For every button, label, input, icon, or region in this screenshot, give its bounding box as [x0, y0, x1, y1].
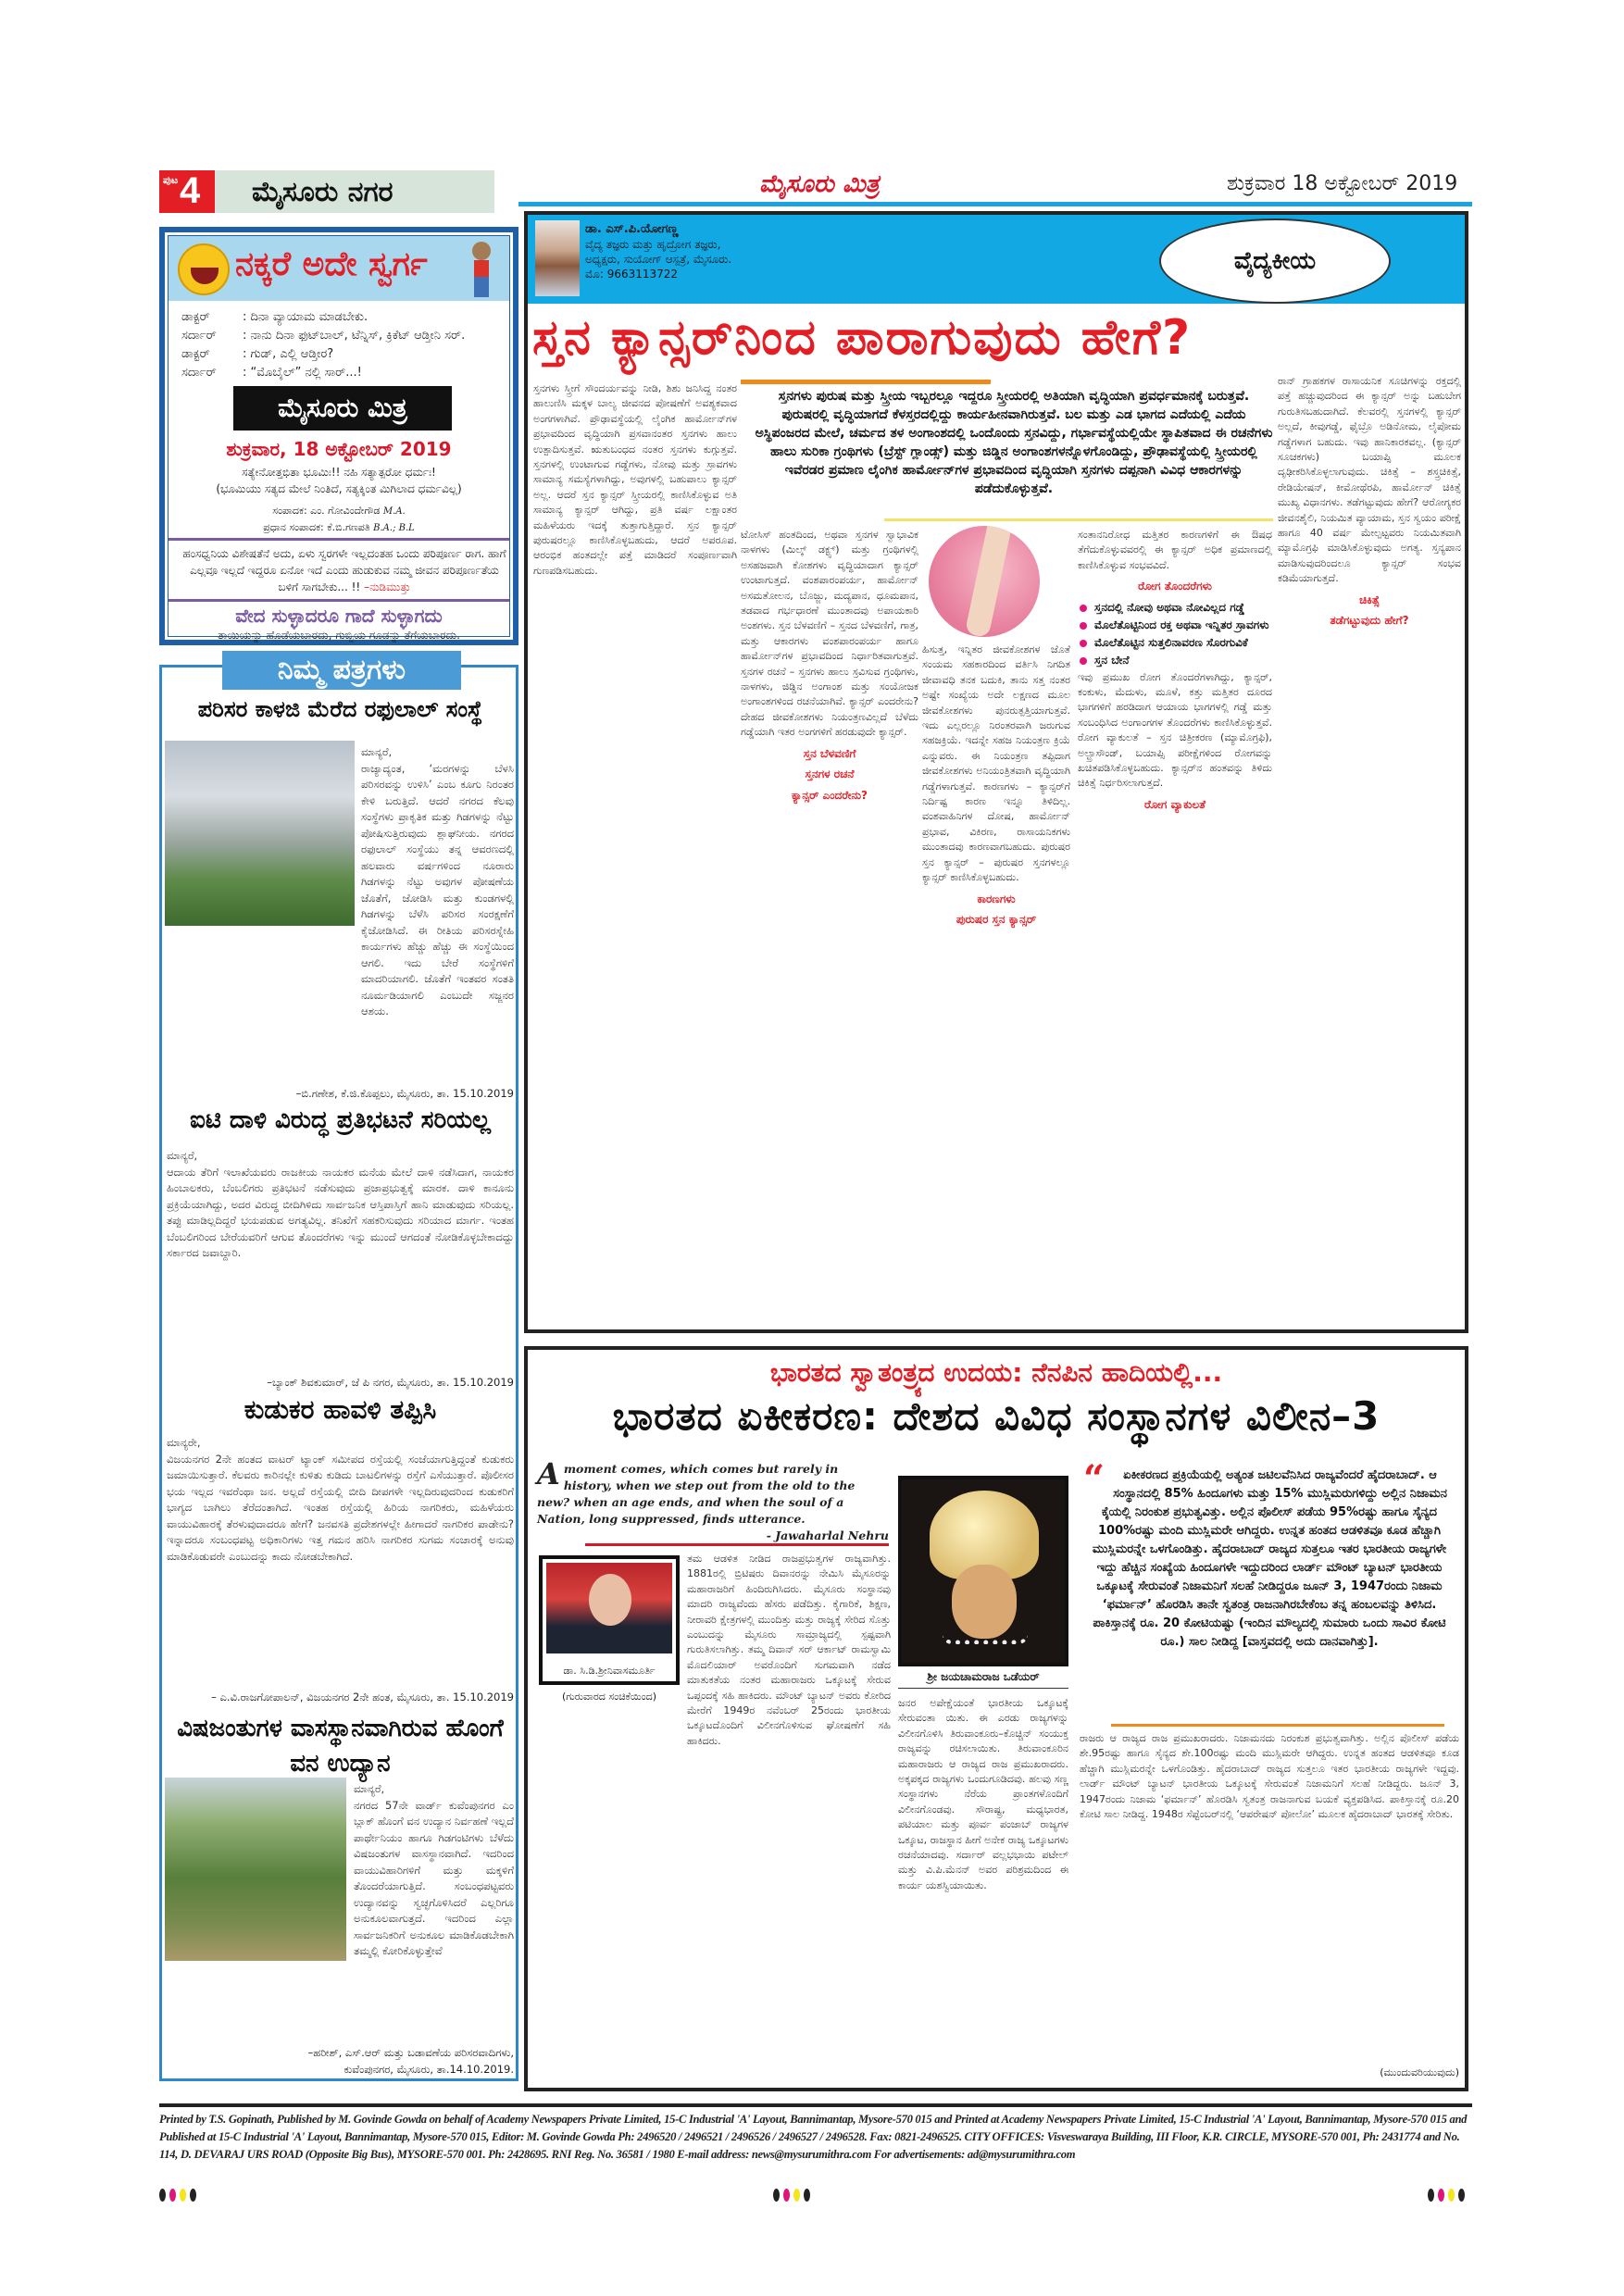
body-text: ಆದಾಯ ತೆರಿಗೆ ಇಲಾಖೆಯವರು ರಾಜಕೀಯ ನಾಯಕರ ಮನೆಯ ಮೇಲೆ ದಾಳಿ ನಡೆಸಿದಾಗ, ನಾಯಕರ ಹಿಂಬಾಲಕರು, ಬೆಂಬಲಿಗರು ಪ್ರತಿಭಟನೆ ನಡೆಸುವುದು ಪ್ರಜಾಪ್ರಭುತ್ವಕ್ಕೆ ಮಾರಕ. ದಾಳಿ ಕಾನೂನು ಪ್ರಕ್ರಿಯೆಯಾಗಿದ್ದು, ಅದರ ವಿರುದ್ಧ ಬೀದಿಗಿಳಿದು ಸಾರ್ವಜನಿಕ ಆಸ್ತಿಪಾಸ್ತಿಗೆ ಹಾನಿ ಮಾಡುವುದು ಸರಿಯಲ್ಲ. ತಪ್ಪು ಮಾಡಿಲ್ಲದಿದ್ದರೆ ಭಯಪಡುವ ಅಗತ್ಯವಿಲ್ಲ. ತನಿಖೆಗೆ ಸಹಕರಿಸುವುದು ಸರಿಯಾದ ಮಾರ್ಗ. ಇಂತಹ ಬೆಂಬಲಿಗರಿಂದ ಬೇರೆಯವರಿಗೆ ಆಗುವ ತೊಂದರೆಗಳು ಇನ್ನು ಮುಂದೆ ಆಗದಂತೆ ನೋಡಿಕೊಳ್ಳಬೇಕಾದದ್ದು ಸರ್ಕಾರದ ಜವಾಬ್ದಾರಿ.	[167, 1165, 514, 1259]
history-column-a	[687, 1552, 891, 2084]
drop-cap: A	[537, 1456, 560, 1491]
page-number: 4	[180, 170, 201, 211]
dancing-man-icon	[463, 242, 500, 297]
section-badge: ವೈದ್ಯಕೀಯ	[1159, 218, 1391, 304]
reg-dot	[190, 2189, 196, 2202]
letter-signature-place: ಕುವೆಂಪುನಗರ, ಮೈಸೂರು, ತಾ.14.10.2019.	[344, 2063, 514, 2076]
symptom-item: ಸ್ತನದಲ್ಲಿ ನೋವು ಅಥವಾ ನೋವಿಲ್ಲದ ಗಡ್ಡೆ	[1078, 600, 1272, 616]
reg-dot	[180, 2189, 186, 2202]
column-text: ಟೋಸಿಸ್ ಹಂತದಿಂದ, ಅಥವಾ ಸ್ತನಗಳ ಸ್ವಾಭಾವಿಕ ನಾಳಗಳು (ಮಿಲ್ಕ್ ಡಕ್ಟ್ಸ್) ಮತ್ತು ಗ್ರಂಥಿಗಳಲ್ಲಿ ಅಸಹಜವಾಗಿ ಕೋಶಗಳು ವೃದ್ಧಿಯಾದಾಗ ಕ್ಯಾನ್ಸರ್ ಉಂಟಾಗುತ್ತದೆ. ವಂಶಪಾರಂಪರ್ಯ, ಹಾರ್ಮೋನ್ ಅಸಮತೋಲನ, ಬೊಜ್ಜು, ಮದ್ಯಪಾನ, ಧೂಮಪಾನ, ತಡವಾದ ಗರ್ಭಧಾರಣೆ ಮುಂತಾದವು ಅಪಾಯಕಾರಿ ಅಂಶಗಳು. ಸ್ತನ ಬೆಳವಣಿಗೆ – ಸ್ತನದ ಬೆಳವಣಿಗೆ, ಗಾತ್ರ, ಮತ್ತು ಆಕಾರಗಳು ವಂಶಪಾರಂಪರ್ಯ ಹಾಗೂ ಹಾರ್ಮೋನ್‌ಗಳ ಪ್ರಭಾವದಿಂದ ನಿರ್ಧಾರಿತವಾಗುತ್ತವೆ. ಸ್ತನಗಳ ರಚನೆ – ಸ್ತನಗಳು ಹಾಲು ಸ್ರವಿಸುವ ಗ್ರಂಥಿಗಳು, ನಾಳಗಳು, ಜಿಡ್ಡಿನ ಅಂಗಾಂಶ ಮತ್ತು ಸಂಯೋಜಕ ಅಂಗಾಂಶಗಳಿಂದ ರಚನೆಯಾಗಿವೆ. ಕ್ಯಾನ್ಸರ್ ಎಂದರೇನು? ದೇಹದ ಜೀವಕೋಶಗಳು ನಿಯಂತ್ರಣವಿಲ್ಲದೆ ಬೆಳೆದು ಗಡ್ಡೆಯಾಗಿ ಇತರ ಅಂಗಗಳಿಗೆ ಹರಡುವುದೇ ಕ್ಯಾನ್ಸರ್.	[741, 529, 918, 739]
symptom-item: ಮೊಲೆತೊಟ್ಟಿನ ಸುತ್ತಲಿನಾವರಣ ಸೊರಗುವಿಕೆ	[1078, 635, 1272, 651]
letter-photo-park	[165, 1778, 346, 1961]
logo-date: ಶುಕ್ರವಾರ, 18 ಅಕ್ಟೋಬರ್ 2019	[226, 438, 452, 460]
history-column-c	[1080, 1731, 1459, 2065]
page-number-tag	[159, 170, 215, 213]
salutation: ಮಾನ್ಯರೆ,	[361, 745, 393, 758]
line-text: : ದಿನಾ ವ್ಯಾಯಾಮ ಮಾಡಬೇಕು.	[243, 310, 369, 324]
subhead: ಕಾರಣಗಳು	[977, 892, 1016, 905]
column-text: ಹಿಸುತ್ತ, ಇನ್ನಿತರ ಜೀವಕೋಶಗಳ ಜೊತೆ ಸಂಯಮ ಸಹಕಾರದಿಂದ ವರ್ತಿಸಿ ನಿಗದಿತ ಜೀವಾವಧಿ ತನಕ ಬದುಕಿ, ತಾನು ಸತ್ತ ನಂತರ ಅಷ್ಟೇ ಸಂಖ್ಯೆಯ ಅದೇ ಲಕ್ಷಣದ ಮೂಲ ಜೀವಕೋಶಗಳು ಪುನರುತ್ಪತ್ತಿಯಾಗುತ್ತವೆ. ಇದು ಎಲ್ಲರಲ್ಲೂ ನಿರಂತರವಾಗಿ ಜರುಗುವ ಸಹಜಕ್ರಿಯೆ. ಇದನ್ನೇ ಸಹಜ ನಿಯಂತ್ರಣ ಕ್ರಿಯೆ ಎನ್ನುವರು. ಈ ನಿಯಂತ್ರಣ ತಪ್ಪಿದಾಗ ಜೀವಕೋಶಗಳು ಅನಿಯಂತ್ರಿತವಾಗಿ ವೃದ್ಧಿಯಾಗಿ ಗಡ್ಡೆಗಳಾಗುತ್ತವೆ. ಕಾರಣಗಳು – ಕ್ಯಾನ್ಸರ್‌ಗೆ ನಿರ್ದಿಷ್ಟ ಕಾರಣ ಇನ್ನೂ ತಿಳಿದಿಲ್ಲ. ವಂಶವಾಹಿನಿಗಳ ದೋಷ, ಹಾರ್ಮೋನ್ ಪ್ರಭಾವ, ವಿಕಿರಣ, ರಾಸಾಯನಿಕಗಳು ಮುಂತಾದವು ಕಾರಣವಾಗಬಹುದು. ಪುರುಷರ ಸ್ತನ ಕ್ಯಾನ್ಸರ್ – ಪುರುಷರ ಸ್ತನಗಳಲ್ಲೂ ಕ್ಯಾನ್ಸರ್ ಕಾಣಿಸಿಕೊಳ್ಳಬಹುದು.	[922, 643, 1070, 884]
letter-photo-building	[165, 741, 355, 926]
symptoms-title: ರೋಗ ತೊಂದರೆಗಳು	[1138, 580, 1212, 593]
chief-editor-name: ಪ್ರಧಾನ ಸಂಪಾದಕ: ಕೆ.ಬಿ.ಗಣಪತಿ	[263, 521, 370, 533]
line-text: : ನಾನು ದಿನಾ ಫುಟ್‌ಬಾಲ್, ಟೆನ್ನಿಸ್, ಕ್ರಿಕೆಟ್ ಆಡ್ತೀನಿ ಸರ್.	[243, 329, 466, 343]
letter-signature: –ಬಿ.ಗಣೇಶ, ಕೆ.ಜಿ.ಕೊಪ್ಪಲು, ಮೈಸೂರು, ತಾ. 15.10.2019	[295, 1087, 514, 1100]
letter-body	[361, 744, 514, 1017]
reg-dot	[1438, 2189, 1444, 2202]
symptom-item: ಸ್ತನ ಬೇನೆ	[1078, 653, 1272, 668]
divider	[169, 538, 509, 541]
quote-of-day	[180, 545, 509, 595]
reg-dot	[773, 2189, 780, 2202]
registration-marks	[773, 2189, 810, 2202]
section-title: ಮೈಸೂರು ನಗರ	[252, 176, 394, 208]
laughing-smiley-icon	[178, 243, 230, 295]
quote-mark-icon: “	[1083, 1457, 1106, 1501]
column-text: ಸ್ತನಗಳು ಸ್ತ್ರೀಗೆ ಸೌಂದರ್ಯವನ್ನು ನೀಡಿ, ಶಿಶು ಜನಿಸಿದ್ದ ನಂತರ ಹಾಲುಣಿಸಿ ಮಕ್ಕಳ ಬಾಲ್ಯ ಜೀವನದ ಪೋಷಣೆಗೆ ಅವಶ್ಯಕವಾದ ಅಂಗಗಳಾಗಿವೆ. ಪ್ರೌಢಾವಸ್ಥೆಯಲ್ಲಿ ಲೈಂಗಿಕ ಹಾರ್ಮೋನ್‌ಗಳ ಪ್ರಭಾವದಿಂದ ವೃದ್ಧಿಯಾಗಿ ಪ್ರಸವಾನಂತರ ಸ್ತನಗಳು ಹಾಲು ಉತ್ಪಾದಿಸುತ್ತವೆ. ಋತುಬಂಧದ ನಂತರ ಸ್ತನಗಳು ಕುಗ್ಗುತ್ತವೆ. ಸ್ತನಗಳಲ್ಲಿ ಉಂಟಾಗುವ ಗಡ್ಡೆಗಳು, ನೋವು ಮತ್ತು ಸ್ರಾವಗಳು ಸಾಮಾನ್ಯ ಸಮಸ್ಯೆಗಳಾಗಿದ್ದು, ಅವುಗಳಲ್ಲಿ ಬಹುಪಾಲು ಕ್ಯಾನ್ಸರ್ ಅಲ್ಲ. ಆದರೆ ಸ್ತನ ಕ್ಯಾನ್ಸರ್ ಸ್ತ್ರೀಯರಲ್ಲಿ ಕಾಣಿಸಿಕೊಳ್ಳುವ ಅತಿ ಸಾಮಾನ್ಯ ಕ್ಯಾನ್ಸರ್ ಆಗಿದ್ದು, ಪ್ರತಿ ವರ್ಷ ಲಕ್ಷಾಂತರ ಮಹಿಳೆಯರು ಇದಕ್ಕೆ ತುತ್ತಾಗುತ್ತಿದ್ದಾರೆ. ಸ್ತನ ಕ್ಯಾನ್ಸರ್ ಪುರುಷರಲ್ಲೂ ಕಾಣಿಸಿಕೊಳ್ಳಬಹುದು, ಆದರೆ ಅಪರೂಪ. ಆರಂಭಿಕ ಹಂತದಲ್ಲೇ ಪತ್ತೆ ಮಾಡಿದರೆ ಸಂಪೂರ್ಣವಾಗಿ ಗುಣಪಡಿಸಬಹುದು.	[533, 382, 737, 577]
author-byline	[585, 222, 731, 281]
editor-credit	[169, 505, 509, 518]
author-photo	[535, 220, 580, 296]
subhead: ಸ್ತನಗಳ ರಚನೆ	[805, 767, 855, 781]
humour-box	[159, 227, 518, 645]
divider	[169, 599, 509, 602]
column-text: ಜನರ ಅಪೇಕ್ಷೆಯಂತೆ ಭಾರತೀಯ ಒಕ್ಕೂಟಕ್ಕೆ ಸೇರುವಂತಾ ಯಿತು. ಈ ಎರಡು ರಾಜ್ಯಗಳನ್ನು ವಿಲೀನಗೊಳಿಸಿ ತಿರುವಾಂಕೂರು–ಕೊಚ್ಚಿನ್ ಸಂಯುಕ್ತ ರಾಜ್ಯವನ್ನು ರಚಿಸಲಾಯಿತು. ತಿರುವಾಂಕೂರಿನ ಮಹಾರಾಜರು ಆ ರಾಜ್ಯದ ರಾಜ ಪ್ರಮುಖರಾದರು. ಅಕ್ಕಪಕ್ಕದ ರಾಜ್ಯಗಳು ಒಂದುಗೂಡಿದವು. ಹಲವು ಸಣ್ಣ ಸಂಸ್ಥಾನಗಳು ನೆರೆಯ ಪ್ರಾಂತಗಳೊಂದಿಗೆ ವಿಲೀನಗೊಂಡವು. ಸೌರಾಷ್ಟ್ರ, ಮಧ್ಯಭಾರತ, ಪಟಿಯಾಲ ಮತ್ತು ಪೂರ್ವ ಪಂಜಾಬ್ ರಾಜ್ಯಗಳ ಒಕ್ಕೂಟ, ರಾಜಸ್ಥಾನ ಹೀಗೆ ಅನೇಕ ರಾಜ್ಯ ಒಕ್ಕೂಟಗಳು ರಚನೆಯಾದವು. ಸರ್ದಾರ್ ವಲ್ಲಭಭಾಯಿ ಪಟೇಲ್ ಮತ್ತು ವಿ.ಪಿ.ಮೆನನ್ ಅವರ ಪರಿಶ್ರಮದಿಂದ ಈ ಕಾರ್ಯ ಯಶಸ್ವಿಯಾಯಿತು.	[898, 1697, 1068, 1891]
continued-note: (ಮುಂದುವರಿಯುವುದು)	[1380, 2066, 1459, 2078]
quote-author: –ನುಡಿಮುತ್ತು	[364, 580, 411, 593]
section-header	[215, 170, 494, 213]
quote-body: ಹಂಸಧ್ವನಿಯ ವಿಶೇಷತೆನೆ ಅದು, ಏಳು ಸ್ವರಗಳೇ ಇಲ್ಲದಂತಹ ಒಂದು ಪರಿಪೂರ್ಣ ರಾಗ. ಹಾಗೆ ಎಲ್ಲವೂ ಇಲ್ಲದೆ ಇದ್ದರೂ ಏನೋ ಇದೆ ಎಂದು ಹುಡುಕುವ ನಮ್ಮ ಜೀವನ ಪರಿಪೂರ್ಣತೆಯ ಬಳಿಗೆ ಸಾಗಬೇಕು... !!	[182, 547, 506, 593]
continued-from: (ಗುರುವಾರದ ಸಂಚಿಕೆಯಿಂದ)	[561, 1691, 656, 1703]
medical-column-1	[533, 381, 737, 1326]
letters-section-title: ನಿಮ್ಮ ಪತ್ರಗಳು	[222, 651, 461, 690]
medical-column-2	[741, 528, 918, 1326]
chief-editor-credit	[169, 521, 509, 534]
king-portrait	[898, 1476, 1068, 1666]
registration-marks	[159, 2189, 196, 2202]
footer-rule	[159, 2103, 1472, 2107]
body-text: ವಿಜಯನಗರ 2ನೇ ಹಂತದ ವಾಟರ್ ಟ್ಯಾಂಕ್ ಸಮೀಪದ ರಸ್ತೆಯಲ್ಲಿ ಸಂಜೆಯಾಗುತ್ತಿದ್ದಂತೆ ಕುಡುಕರು ಜಮಾಯಿಸುತ್ತಾರೆ. ಕೆಲವರು ಕಾರಿನಲ್ಲೇ ಕುಳಿತು ಕುಡಿದು ಬಾಟಲಿಗಳನ್ನು ರಸ್ತೆಗೆ ಎಸೆಯುತ್ತಾರೆ. ಪೊಲೀಸರ ಭಯ ಇಲ್ಲದ ಇವರೆಂಥಾ ಜನ. ಅಲ್ಲದೆ ರಸ್ತೆಯಲ್ಲಿ ಬೀದಿ ದೀಪಗಳೇ ಇಲ್ಲದಿರುವುದರಿಂದ ಕುಡುಕರಿಗೆ ಭಾಗ್ಯದ ಬಾಗಿಲು ತೆರೆದಂತಾಗಿದೆ. ಇಂತಹ ರಸ್ತೆಯಲ್ಲಿ ಹಿರಿಯ ನಾಗರಿಕರು, ಮಹಿಳೆಯರು ವಾಯುವಿಹಾರಕ್ಕೆ ತೆರಳುವುದಾದರೂ ಹೇಗೆ? ಜನವಸತಿ ಪ್ರದೇಶಗಳಲ್ಲೇ ಹೀಗಾದರೆ ನಾಗರಿಕರ ಪಾಡೇನು? ಇನ್ನಾದರೂ ಸಂಬಂಧಪಟ್ಟ ಅಧಿಕಾರಿಗಳು ಇತ್ತ ಗಮನ ಹರಿಸಿ ನಾಗರಿಕರ ಸುಗಮ ಸಂಚಾರಕ್ಕೆ ಅನುವು ಮಾಡಿಕೊಡುವರೇ ಎಂಬುದನ್ನು ಕಾದು ನೋಡಬೇಕಾಗಿದೆ.	[167, 1452, 514, 1563]
quote-text: moment comes, which comes but rarely in history, when we step out from the old to the new? when an age ends, and when the soul of a Nation, long suppressed, finds utterance.	[537, 1462, 856, 1526]
reg-dot	[159, 2189, 166, 2202]
accent-rule	[1111, 1724, 1444, 1727]
symptom-item: ಮೊಲೆತೊಟ್ಟಿನಿಂದ ರಕ್ತ ಅಥವಾ ಇನ್ನಿತರ ಸ್ರಾವಗಳು	[1078, 618, 1272, 633]
reg-dot	[804, 2189, 810, 2202]
hyderabad-pullquote	[1083, 1457, 1455, 1652]
column-text: ಇವು ಪ್ರಮುಖ ರೋಗ ತೊಂದರೆಗಳಾಗಿದ್ದು, ಕ್ಯಾನ್ಸರ್, ಕಂಕುಳು, ಮೆದುಳು, ಮೂಳೆ, ಕತ್ತು ಮತ್ತಿತರ ದೂರದ ಭಾಗಗಳಿಗೆ ಹರಡಿದಾಗ ಆಯಾಯ ಭಾಗಗಳಲ್ಲಿ ಗಡ್ಡೆ ಮತ್ತು ಸಂಬಂಧಿಸಿದ ಅಂಗಾಂಗಗಳ ತೊಂದರೆಗಳು ಕಾಣಿಸಿಕೊಳ್ಳುತ್ತವೆ. ರೋಗ ವ್ಯಾಕುಲತೆ – ಸ್ತನ ಚಿತ್ರೀಕರಣ (ಮ್ಯಾಮೊಗ್ರಫಿ), ಅಲ್ಟ್ರಾಸೌಂಡ್, ಬಯಾಪ್ಸಿ ಪರೀಕ್ಷೆಗಳಿಂದ ರೋಗವನ್ನು ಖಚಿತಪಡಿಸಿಕೊಳ್ಳಬಹುದು. ಕ್ಯಾನ್ಸರ್‌ನ ಹಂತವನ್ನು ತಿಳಿದು ಚಿಕಿತ್ಸೆ ನಿರ್ಧರಿಸಲಾಗುತ್ತದೆ.	[1078, 670, 1272, 790]
column-text: ರಾನ್ ಗ್ರಾಹಕಗಳ ರಾಸಾಯನಿಕ ಸೂಚಿಗಳನ್ನು ರಕ್ತದಲ್ಲಿ ಪತ್ತೆ ಹಚ್ಚುವುದರಿಂದ ಈ ಕ್ಯಾನ್ಸರ್ ಅನ್ನು ಬಹುಬೇಗ ಗುರುತಿಸಬಹುದಾಗಿದೆ. ಕೆಲವರಲ್ಲಿ ಸ್ತನಗಳಲ್ಲಿ ಕ್ಯಾನ್ಸರ್ ಅಲ್ಲದೆ, ಕೀವುಗಡ್ಡೆ, ಫೈಬ್ರೊ ಅಡಿನೋಮ, ಲೈಪೋಮ ಗಡ್ಡೆಗಳಾಗ ಬಹುದು. ಇವು ಹಾನಿಕಾರಕವಲ್ಲ. (ಕ್ಯಾನ್ಸರ್ ಸೂಚಕಗಳು) ಬಯಾಪ್ಸಿ ಮೂಲಕ ದೃಢೀಕರಿಸಿಕೊಳ್ಳಲಾಗುವುದು. ಚಿಕಿತ್ಸೆ – ಶಸ್ತ್ರಚಿಕಿತ್ಸೆ, ರೇಡಿಯೇಷನ್, ಕೀಮೋಥೆರಪಿ, ಹಾರ್ಮೋನ್ ಚಿಕಿತ್ಸೆ ಮುಖ್ಯ ವಿಧಾನಗಳು. ತಡೆಗಟ್ಟುವುದು ಹೇಗೆ? ಆರೋಗ್ಯಕರ ಜೀವನಶೈಲಿ, ನಿಯಮಿತ ವ್ಯಾಯಾಮ, ಸ್ತನ ಸ್ವಯಂ ಪರೀಕ್ಷೆ ಹಾಗೂ 40 ವರ್ಷ ಮೇಲ್ಪಟ್ಟವರು ನಿಯಮಿತವಾಗಿ ಮ್ಯಾಮೊಗ್ರಫಿ ಮಾಡಿಸಿಕೊಳ್ಳುವುದು ಅಗತ್ಯ. ಸ್ತನ್ಯಪಾನ ಮಾಡಿಸುವುದರಿಂದಲೂ ಕ್ಯಾನ್ಸರ್ ಸಂಭವ ಕಡಿಮೆಯಾಗುತ್ತದೆ.	[1278, 375, 1461, 585]
body-text: ರಾಜ್ಯಾದ್ಯಂತ, ‘ಮರಗಳನ್ನು ಬೆಳಸಿ ಪರಿಸರವನ್ನು ಉಳಿಸಿ’ ಎಂಬ ಕೂಗು ನಿರಂತರ ಕೇಳಿ ಬರುತ್ತಿದೆ. ಆದರೆ ನಗರದ ಕೆಲವು ಸಂಸ್ಥೆಗಳು ಪ್ರಾಕೃತಿಕ ಮತ್ತು ಗಿಡಗಳನ್ನು ನೆಟ್ಟು ಪೋಷಿಸುತ್ತಿರುವುದು ಶ್ಲಾಘನೀಯ. ನಗರದ ರಫುಲಾಲ್ ಸಂಸ್ಥೆಯು ತನ್ನ ಆವರಣದಲ್ಲಿ ಹಲವಾರು ವರ್ಷಗಳಿಂದ ನೂರಾರು ಗಿಡಗಳನ್ನು ನೆಟ್ಟು ಅವುಗಳ ಪೋಷಣೆಯ ಜೊತೆಗೆ, ಜೋಡಿಸಿ ಮತ್ತು ಕುಂಡಗಳಲ್ಲಿ ಗಿಡಗಳನ್ನು ಬೆಳೆಸಿ ಪರಿಸರ ಸಂರಕ್ಷಣೆಗೆ ಕೈಜೋಡಿಸಿದೆ. ಈ ರೀತಿಯ ಪರಿಸರಸ್ನೇಹಿ ಕಾರ್ಯಗಳು ಹೆಚ್ಚು ಹೆಚ್ಚು ಈ ಸಂಸ್ಥೆಯಿಂದ ಆಗಲಿ. ಇದು ಬೇರೆ ಸಂಸ್ಥೆಗಳಿಗೆ ಮಾದರಿಯಾಗಲಿ. ಜೊತೆಗೆ ಇಂತವರ ಸಂತತಿ ನೂರ್ಮಡಿಯಾಗಲಿ ಎಂಬುದೇ ಸಜ್ಜನರ ಆಶಯ.	[361, 761, 514, 1017]
medical-intro: ಸ್ತನಗಳು ಪುರುಷ ಮತ್ತು ಸ್ತ್ರೀಯ ಇಬ್ಬರಲ್ಲೂ ಇದ್ದರೂ ಸ್ತ್ರೀಯರಲ್ಲಿ ಅತಿಯಾಗಿ ವೃದ್ಧಿಯಾಗಿ ಪ್ರವರ್ಧಮಾನಕ್ಕೆ ಬರುತ್ತವೆ. ಪುರುಷರಲ್ಲಿ ವೃದ್ಧಿಯಾಗದೆ ಕೆಳಸ್ತರದಲ್ಲಿದ್ದು ಕಾರ್ಯಹೀನವಾಗಿರುತ್ತವೆ. ಬಲ ಮತ್ತು ಎಡ ಭಾಗದ ಎದೆಯಲ್ಲಿ ಎದೆಯ ಅಸ್ಥಿಪಂಜರದ ಮೇಲೆ, ಚರ್ಮದ ತಳ ಅಂಗಾಂಶದಲ್ಲಿ ಒಂದೊಂದು ಸ್ತನವಿದ್ದು, ಗರ್ಭಾವಸ್ಥೆಯಲ್ಲಿಯೇ ಸ್ಥಾಪಿತವಾದ ಈ ರಚನೆಗಳು ಹಾಲು ಸುರಿಕಾ ಗ್ರಂಥಿಗಳು (ಬ್ರೆಸ್ಟ್ ಗ್ಲಾಂಡ್ಸ್) ಮತ್ತು ಜಿಡ್ಡಿನ ಅಂಗಾಂಶಗಳನ್ನೊಳಗೊಂಡಿದ್ದು, ಪ್ರೌಢಾವಸ್ಥೆಯಲ್ಲಿ ಸ್ತ್ರೀಯರಲ್ಲಿ ಇವೆರಡರ ಪ್ರಮಾಣ ಲೈಂಗಿಕ ಹಾರ್ಮೋನ್‌ಗಳ ಪ್ರಭಾವದಿಂದ ವೃದ್ಧಿಯಾಗಿ ಸ್ತನಗಳು ದಪ್ಪನಾಗಿ ವಿವಿಧ ಆಕಾರಗಳನ್ನು ಪಡೆದುಕೊಳ್ಳುತ್ತವೆ.	[755, 389, 1273, 496]
proverb-title: ವೇದ ಸುಳ್ಳಾದರೂ ಗಾದೆ ಸುಳ್ಳಾಗದು	[235, 605, 443, 627]
author-photo	[546, 1563, 672, 1653]
subhead: ಚಿಕಿತ್ಸೆ	[1359, 593, 1380, 606]
humour-title: ನಕ್ಕರೆ ಅದೇ ಸ್ವರ್ಗ	[235, 245, 428, 283]
author-title: ವೈದ್ಯ ತಜ್ಞರು ಮತ್ತು ಹೃದ್ರೋಗ ತಜ್ಞರು,	[585, 238, 721, 251]
editor-name: ಸಂಪಾದಕ: ಎಂ. ಗೋವಿಂದೇಗೌಡ	[272, 505, 381, 517]
reg-dot	[1458, 2189, 1465, 2202]
motto-translation: (ಭೂಮಿಯು ಸತ್ಯದ ಮೇಲೆ ನಿಂತಿದೆ, ಸತ್ಯಕ್ಕಿಂತ ಮಿಗಿಲಾದ ಧರ್ಮವಿಲ್ಲ)	[216, 482, 462, 495]
nehru-quote	[537, 1456, 889, 1544]
letter-signature: – ಎ.ವಿ.ರಾಜಗೋಪಾಲನ್, ವಿಜಯನಗರ 2ನೇ ಹಂತ, ಮೈಸೂರು, ತಾ. 15.10.2019	[211, 1691, 514, 1703]
medical-column-5	[1278, 374, 1461, 1326]
registration-marks	[1428, 2189, 1465, 2202]
quote-author: - Jawaharlal Nehru	[766, 1529, 889, 1542]
symptoms-list	[1078, 600, 1272, 668]
author-photo-frame	[539, 1555, 680, 1685]
subhead: ಪುರುಷರ ಸ್ತನ ಕ್ಯಾನ್ಸರ್	[956, 912, 1037, 926]
reg-dot	[1448, 2189, 1455, 2202]
subhead: ಕ್ಯಾನ್ಸರ್ ಎಂದರೇನು?	[791, 788, 868, 802]
letter-body	[167, 1148, 514, 1370]
line-text: : ಗುಡ್, ಎಲ್ಲಿ ಆಡ್ತೀರ?	[243, 347, 334, 361]
joke-line	[181, 345, 465, 364]
reg-dot	[1428, 2189, 1434, 2202]
issue-date: ಶುಕ್ರವಾರ 18 ಅಕ್ಟೋಬರ್ 2019	[1227, 172, 1458, 195]
joke-line	[181, 364, 465, 382]
proverb-text: ತಾಯಿಯನ್ನು ಹೊಡೆಯಬಾರದು, ಗುಬ್ಬಿಯ ಗೂಡನ್ನು ತೆಗೆಯಬಾರದು.	[218, 629, 460, 642]
letter-body-continued	[167, 930, 514, 1087]
paper-name: ಮೈಸೂರು ಮಿತ್ರ	[759, 170, 880, 198]
column-text: ರಾಜರು ಆ ರಾಜ್ಯದ ರಾಜ ಪ್ರಮುಖರಾದರು. ನಿಜಾಮನದು ನಿರಂಕುಶ ಪ್ರಭುತ್ವವಾಗಿತ್ತು. ಅಲ್ಲಿನ ಪೊಲೀಸ್ ಪಡೆಯ ಶೇ.95ರಷ್ಟು ಹಾಗೂ ಸೈನ್ಯದ ಶೇ.100ರಷ್ಟು ಮಂದಿ ಮುಸ್ಲಿಮರೇ ಆಗಿದ್ದರು. ಉನ್ನತ ಹಂತದ ಆಡಳಿತವೂ ಕೂಡ ಹೆಚ್ಚಾಗಿ ಮುಸ್ಲಿಮರನ್ನೇ ಒಳಗೊಂಡಿತ್ತು. ಹೈದರಾಬಾದ್ ರಾಜ್ಯದ ಸುತ್ತಲೂ ಇತರ ಭಾರತೀಯ ರಾಜ್ಯಗಳೇ ಇದ್ದವು. ಲಾರ್ಡ್ ಮೌಂಟ್ ಬ್ಯಾಟನ್ ಭಾರತೀಯ ಒಕ್ಕೂಟಕ್ಕೆ ಸೇರುವಂತೆ ನಿಜಾಮನಿಗೆ ಸಲಹೆ ನೀಡಿದ್ದರು. ಜೂನ್ 3, 1947ರಂದು ನಿಜಾಮ ‘ಫರ್ಮಾನ್’ ಹೊರಡಿಸಿ ಸ್ವತಂತ್ರ ರಾಜನಾಗುವ ಬಯಕೆ ವ್ಯಕ್ತಪಡಿಸಿದ. ಪಾಕಿಸ್ತಾನಕ್ಕೆ ರೂ.20 ಕೋಟಿ ಸಾಲ ನೀಡಿದ್ದ. 1948ರ ಸೆಪ್ಟೆಂಬರ್‌ನಲ್ಲಿ ‘ಆಪರೇಷನ್ ಪೋಲೋ’ ಮೂಲಕ ಹೈದರಾಬಾದ್ ಭಾರತಕ್ಕೆ ಸೇರಿತು.	[1080, 1732, 1459, 1821]
subhead: ರೋಗ ವ್ಯಾಕುಲತೆ	[1143, 797, 1206, 811]
medical-column-4	[1078, 528, 1272, 1326]
letter-body	[354, 1781, 514, 2033]
author-phone: ಮೊ: 9663113722	[585, 268, 679, 281]
speaker: ಡಾಕ್ಟರ್	[181, 310, 210, 324]
joke-dialogue	[181, 308, 465, 382]
breast-exam-illustration	[929, 526, 1040, 637]
subhead: ತಡೆಗಟ್ಟುವುದು ಹೇಗೆ?	[1330, 614, 1409, 628]
salutation: ಮಾನ್ಯರೆ,	[167, 1149, 198, 1162]
page-label: ಪುಟ	[163, 174, 179, 186]
reg-dot	[793, 2189, 800, 2202]
medical-column-3	[922, 643, 1070, 1326]
line-text: : “ಮೊಬೈಲ್” ನಲ್ಲಿ ಸಾರ್...!	[243, 366, 362, 380]
history-column-a-left	[539, 1709, 680, 2084]
body-text: ನಗರದ 57ನೇ ವಾರ್ಡ್ ಕುವೆಂಪುನಗರ ಎಂ ಬ್ಲಾಕ್ ಹೊಂಗೆ ವನ ಉದ್ಯಾನ ನಿರ್ವಹಣೆ ಇಲ್ಲದೆ ಪಾರ್ಥೇನಿಯಂ ಹಾಗೂ ಗಿಡಗಂಟಿಗಳು ಬೆಳೆದು ವಿಷಜಂತುಗಳ ವಾಸಸ್ಥಾನವಾಗಿದೆ. ಇದರಿಂದ ವಾಯುವಿಹಾರಿಗಳಿಗೆ ಮತ್ತು ಮಕ್ಕಳಿಗೆ ತೊಂದರೆಯಾಗುತ್ತಿದೆ. ಸಂಬಂಧಪಟ್ಟವರು ಉದ್ಯಾನವನ್ನು ಸ್ವಚ್ಛಗೊಳಿಸಿದರೆ ಎಲ್ಲರಿಗೂ ಅನುಕೂಲವಾಗುತ್ತದೆ. ಇದರಿಂದ ಎಲ್ಲಾ ಸಾರ್ವಜನಿಕರಿಗೆ ಅನುಕೂಲ ಮಾಡಿಕೊಡಬೇಕಾಗಿ ತಮ್ಮಲ್ಲಿ ಕೋರಿಕೊಳ್ಳುತ್ತೇವೆ	[354, 1798, 514, 1957]
joke-line	[181, 327, 465, 345]
masthead-rule	[518, 202, 1472, 206]
letter-title: ಕುಡುಕರ ಹಾವಳಿ ತಪ್ಪಿಸಿ	[244, 1394, 437, 1425]
paper-logo: ಮೈಸೂರು ಮಿತ್ರ	[233, 386, 452, 430]
printer-imprint: Printed by T.S. Gopinath, Published by M. Govinde Gowda on behalf of Academy Newspapers Private Limited, 15-C Industrial 'A' Layout, Bannimantap, Mysore-570 015 and Printed at Academy Newspapers Private Limited, 15-C Industrial 'A' Layout, Bannimantap, Mysore-570 015 and Published at 15-C Industrial 'A' Layout, Bannimantap, Mysore-570 015, Editor: M. Govinde Gowda Ph: 2496520 / 2496521 / 2496526 / 2496527 / 2496528. Fax: 0821-2496525. CITY OFFICES: Visveswaraya Building, III Floor, K.R. CIRCLE, MYSORE-570 001, Ph: 2431774 and No. 114, D. DEVARAJ URS ROAD (Opposite Big Bus), MYSORE-570 001. Ph: 2428695. RNI Reg. No. 36581 / 1980 E-mail address: news@mysurumithra.com For advertisements: ad@mysurumithra.com	[159, 2113, 1468, 2161]
letter-title: ಐಟಿ ದಾಳಿ ವಿರುದ್ಧ ಪ್ರತಿಭಟನೆ ಸರಿಯಲ್ಲ	[190, 1106, 491, 1134]
humour-banner	[169, 236, 509, 301]
accent-rule	[741, 380, 991, 384]
letter-signature: –ಹರೀಶ್, ಎಸ್.ಆರ್ ಮತ್ತು ಬಡಾವಣೆಯ ಪರಿಸರವಾದಿಗಳು,	[307, 2046, 514, 2059]
letter-title: ವಿಷಜಂತುಗಳ ವಾಸಸ್ಥಾನವಾಗಿರುವ ಹೊಂಗೆ ವನ ಉದ್ಯಾನ	[177, 1715, 504, 1778]
author-name: ಡಾ. ಎಸ್.ಪಿ.ಯೋಗಣ್ಣ	[585, 222, 679, 236]
subhead: ಸ್ತನ ಬೆಳವಣಿಗೆ	[803, 746, 856, 760]
speaker: ಸರ್ದಾರ್	[181, 329, 217, 343]
speaker: ಸರ್ದಾರ್	[181, 366, 217, 380]
letter-title: ಪರಿಸರ ಕಾಳಜಿ ಮೆರೆದ ರಫುಲಾಲ್ ಸಂಸ್ಥೆ	[197, 696, 483, 722]
king-caption: ಶ್ರೀ ಜಯಚಾಮರಾಜ ಒಡೆಯರ್	[898, 1670, 1068, 1689]
medical-headline: ಸ್ತನ ಕ್ಯಾನ್ಸರ್‌ನಿಂದ ಪಾರಾಗುವುದು ಹೇಗೆ?	[532, 310, 1193, 366]
editor-degree: M.A.	[382, 506, 406, 517]
history-headline: ಭಾರತದ ಏಕೀಕರಣ: ದೇಶದ ವಿವಿಧ ಸಂಸ್ಥಾನಗಳ ವಿಲೀನ–3	[612, 1393, 1380, 1439]
history-kicker: ಭಾರತದ ಸ್ವಾತಂತ್ರ್ಯದ ಉದಯ: ನೆನಪಿನ ಹಾದಿಯಲ್ಲಿ...	[769, 1357, 1223, 1388]
chief-editor-degree: B.A.; B.L	[373, 523, 415, 533]
letter-body	[167, 1435, 514, 1687]
letter-signature: –ಬ್ಯಾಂಕ್ ಶಿವಕುಮಾರ್, ಜೆ ಪಿ ನಗರ, ಮೈಸೂರು, ತಾ. 15.10.2019	[267, 1376, 514, 1389]
accent-rule	[884, 518, 1273, 521]
salutation: ಮಾನ್ಯರೇ,	[167, 1436, 201, 1449]
pullquote-text: ಏಕೀಕರಣದ ಪ್ರಕ್ರಿಯೆಯಲ್ಲಿ ಅತ್ಯಂತ ಜಟಿಲವೆನಿಸಿದ ರಾಜ್ಯವೆಂದರೆ ಹೈದರಾಬಾದ್. ಆ ಸಂಸ್ಥಾನದಲ್ಲಿ 85% ಹಿಂದೂಗಳು ಮತ್ತು 15% ಮುಸ್ಲಿಮರುಗಳಿದ್ದು ಅಲ್ಲಿನ ನಿಜಾಮನ ಕೈಯಲ್ಲಿ ನಿರಂಕುಶ ಪ್ರಭುತ್ವವಿತ್ತು. ಅಲ್ಲಿನ ಪೊಲೀಸ್ ಪಡೆಯ 95%ರಷ್ಟು ಹಾಗೂ ಸೈನ್ಯದ 100%ರಷ್ಟು ಮಂದಿ ಮುಸ್ಲಿಮರೇ ಆಗಿದ್ದರು. ಉನ್ನತ ಹಂತದ ಆಡಳಿತವೂ ಕೂಡ ಹೆಚ್ಚಾಗಿ ಮುಸ್ಲಿಮರನ್ನೇ ಒಳಗೊಂಡಿತ್ತು. ಹೈದರಾಬಾದ್ ರಾಜ್ಯದ ಸುತ್ತಲೂ ಇತರ ಭಾರತೀಯ ರಾಜ್ಯಗಳೇ ಇದ್ದು ಹೆಚ್ಚಿನ ಸಂಖ್ಯೆಯ ಹಿಂದೂಗಳೇ ಇದ್ದುದರಿಂದ ಲಾರ್ಡ್ ಮೌಂಟ್ ಬ್ಯಾಟನ್ ಭಾರತೀಯ ಒಕ್ಕೂಟಕ್ಕೆ ಸೇರುವಂತೆ ನಿಜಾಮನಿಗೆ ಸಲಹೆ ನೀಡಿದ್ದರೂ ಜೂನ್ 3, 1947ರಂದು ನಿಜಾಮ ‘ಫರ್ಮಾನ್’ ಹೊರಡಿಸಿ ತಾನೇ ಸ್ವತಂತ್ರ ರಾಜನಾಗಿರಬೇಕೆಂಬ ತನ್ನ ಹಂಬಲವನ್ನು ತಿಳಿಸಿದ. ಪಾಕಿಸ್ತಾನಕ್ಕೆ ರೂ. 20 ಕೋಟಿಯಷ್ಟು (ಇಂದಿನ ಮೌಲ್ಯದಲ್ಲಿ ಸುಮಾರು ಒಂದು ಸಾವಿರ ಕೋಟಿ ರೂ.) ಸಾಲ ನೀಡಿದ್ದ [ವಾಸ್ತವದಲ್ಲಿ ಅದು ದಾನವಾಗಿತ್ತು].	[1092, 1468, 1447, 1649]
author-caption: ಡಾ. ಸಿ.ಡಿ.ಶ್ರೀನಿವಾಸಮೂರ್ತಿ	[563, 1665, 656, 1677]
history-column-b	[898, 1696, 1068, 2085]
author-affiliation: ಅಧ್ಯಕ್ಷರು, ಸುಯೋಗ್ ಆಸ್ಪತ್ರೆ, ಮೈಸೂರು.	[585, 253, 732, 266]
reg-dot	[783, 2189, 790, 2202]
motto: ಸತ್ಯೇನೋತ್ತಭಿತಾ ಭೂಮಿಃ!! ನಹಿ ಸತ್ಯಾತ್ಪರೋ ಧರ್ಮಃ!	[242, 466, 436, 479]
column-text: ತಮ ಆಡಳಿತ ನೀಡಿದ ರಾಜಪ್ರಭುತ್ವಗಳ ರಾಜ್ಯವಾಗಿತ್ತು. 1881ರಲ್ಲಿ ಬ್ರಿಟಿಷರು ದಿವಾನರನ್ನು ನೇಮಿಸಿ ಮೈಸೂರನ್ನು ಮಹಾರಾಜರಿಗೆ ಹಿಂದಿರುಗಿಸಿದರು. ಮೈಸೂರು ಸಂಸ್ಥಾನವು ಮಾದರಿ ರಾಜ್ಯವೆಂದು ಹೆಸರು ಪಡೆದಿತ್ತು. ಕೈಗಾರಿಕೆ, ಶಿಕ್ಷಣ, ನೀರಾವರಿ ಕ್ಷೇತ್ರಗಳಲ್ಲಿ ಮುಂದಿತ್ತು ಮತ್ತು ರಾಜ್ಯಕ್ಕೆ ಸೇರಿದ ಸೊತ್ತು ಎಂಬುದನ್ನು ಮೈಸೂರು ಸಾಮ್ರಾಜ್ಯದಲ್ಲಿ ಸ್ಪಷ್ಟವಾಗಿ ಗುರುತಿಸಲಾಗಿತ್ತು. ತಮ್ಮ ದಿವಾನ್ ಸರ್ ಆರ್ಕಾಟ್ ರಾಮಸ್ವಾಮಿ ಮೊದಲಿಯಾರ್ ಅವರೊಂದಿಗೆ ಸುಗಮವಾಗಿ ನಡೆದ ಮಾತುಕತೆಯ ನಂತರ ಮಹಾರಾಜರು ಒಕ್ಕೂಟಕ್ಕೆ ಸೇರುವ ಒಪ್ಪಂದಕ್ಕೆ ಸಹಿ ಹಾಕಿದರು. ಮೌಂಟ್ ಬ್ಯಾಟನ್ ಅವರು ಕೋರಿದ ಮೇರೆಗೆ 1949ರ ನವೆಂಬರ್ 25ರಂದು ಭಾರತೀಯ ಒಕ್ಕೂಟದೊಂದಿಗೆ ವಿಲೀನಗೊಳಿಸುವ ಘೋಷಣೆಗೆ ಸಹಿ ಹಾಕಿದರು.	[687, 1553, 891, 1747]
column-text: ಸಂತಾನನಿರೋಧ ಮತ್ತಿತರ ಕಾರಣಗಳಿಗೆ ಈ ಔಷಧ ತೆಗೆದುಕೊಳ್ಳುವವರಲ್ಲಿ ಈ ಕ್ಯಾನ್ಸರ್ ಅಧಿಕ ಪ್ರಮಾಣದಲ್ಲಿ ಕಾಣಿಸಿಕೊಳ್ಳುವ ಸಂಭವವಿದೆ.	[1078, 529, 1272, 571]
reg-dot	[169, 2189, 176, 2202]
salutation: ಮಾನ್ಯರೆ,	[354, 1782, 385, 1795]
joke-line	[181, 308, 465, 327]
speaker: ಡಾಕ್ಟರ್	[181, 347, 210, 361]
